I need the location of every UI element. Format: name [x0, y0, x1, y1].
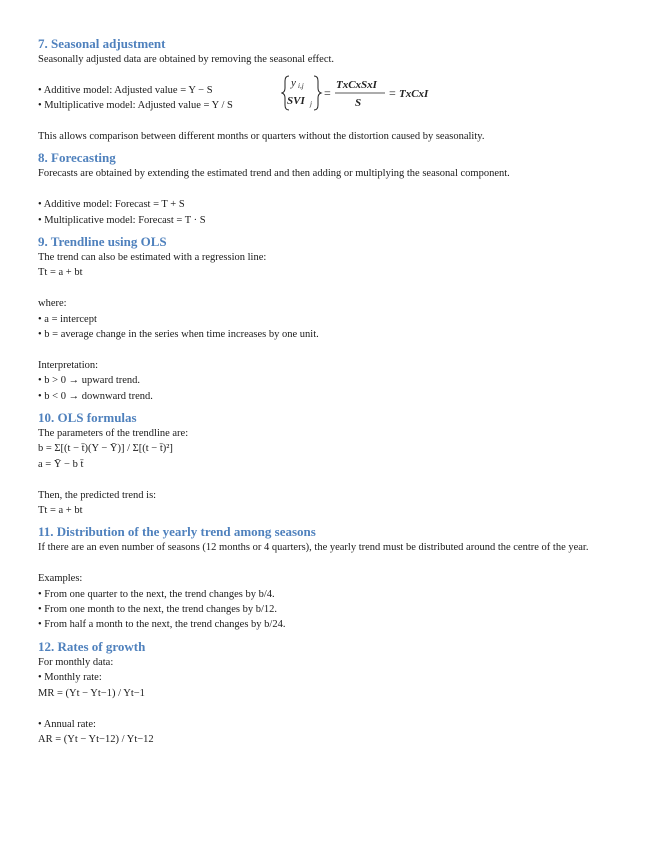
- section-11-paragraph: If there are an even number of seasons (12 months or 4 quarters), the yearly trend must be distributed around the centre of the year.: [38, 542, 589, 554]
- section-12-heading: 12. Rates of growth: [38, 638, 146, 654]
- section-11-examples-label: Examples:: [38, 573, 83, 585]
- section-10-a-formula: a = Ȳ − b t̄: [38, 458, 84, 470]
- section-10-then-label: Then, the predicted trend is:: [38, 489, 157, 501]
- section-8-intro: Forecasts are obtained by extending the estimated trend and then adding or multiplying the seasonal component.: [38, 168, 510, 180]
- section-7-bullet-multiplicative: • Multiplicative model: Adjusted value = Y / S: [38, 100, 233, 112]
- section-11-example-quarter: • From one quarter to the next, the trend changes by b/4.: [38, 588, 275, 600]
- formula-y: y: [291, 76, 296, 89]
- section-8-bullet-additive: • Additive model: Forecast = T + S: [38, 199, 185, 211]
- formula-denominator: S: [355, 96, 362, 109]
- formula-result: TxCxI: [399, 87, 429, 100]
- section-8-heading: 8. Forecasting: [38, 150, 116, 166]
- section-8-bullet-multiplicative: • Multiplicative model: Forecast = T · S: [38, 214, 206, 226]
- svg-text:=: =: [389, 85, 396, 100]
- section-11-example-month: • From one month to the next, the trend changes by b/12.: [38, 604, 278, 616]
- section-12-annual-formula: AR = (Yt − Yt−12) / Yt−12: [38, 733, 154, 745]
- section-9-interp-up: • b > 0 → upward trend.: [38, 375, 141, 387]
- seasonal-adjustment-formula: [281, 73, 441, 113]
- section-12-annual-label: • Annual rate:: [38, 718, 96, 730]
- section-11-example-half-month: • From half a month to the next, the trend changes by b/24.: [38, 619, 286, 631]
- section-9-interp-label: Interpretation:: [38, 359, 99, 371]
- section-10-line-1: The parameters of the trendline are:: [38, 428, 189, 440]
- section-12-monthly-label: • Monthly rate:: [38, 672, 102, 684]
- section-12-intro: For monthly data:: [38, 656, 114, 668]
- section-10-b-formula: b = Σ[(t − t̄)(Y − Ȳ)] / Σ[(t − t̄)²]: [38, 443, 173, 455]
- section-9-where-label: where:: [38, 298, 67, 310]
- formula-numerator: TxCxSxI: [336, 78, 377, 91]
- section-10-heading: 10. OLS formulas: [38, 410, 137, 426]
- section-7-heading: 7. Seasonal adjustment: [38, 36, 166, 51]
- formula-svi: SVI: [287, 94, 305, 107]
- section-7-bullet-additive: • Additive model: Adjusted value = Y − S: [38, 84, 213, 96]
- section-9-interp-down: • b < 0 → downward trend.: [38, 390, 153, 402]
- section-9-line-1: The trend can also be estimated with a regression line:: [38, 252, 267, 264]
- document-page: [38, 36, 618, 747]
- section-11-heading: 11. Distribution of the yearly trend among seasons: [38, 524, 316, 540]
- section-9-where-bullet-b: • b = average change in the series when time increases by one unit.: [38, 329, 319, 341]
- section-9-heading: 9. Trendline using OLS: [38, 234, 167, 250]
- section-10-then-formula: Tt = a + bt: [38, 505, 83, 517]
- formula-svi-sub: j: [310, 99, 312, 108]
- section-7-closing: This allows comparison between different months or quarters without the distortion caused by seasonality.: [38, 131, 485, 142]
- section-9-where-bullet-a: • a = intercept: [38, 313, 97, 325]
- svg-text:=: =: [324, 85, 331, 100]
- section-9-trend-formula: Tt = a + bt: [38, 267, 83, 279]
- section-7-intro: Seasonally adjusted data are obtained by removing the seasonal effect.: [38, 54, 335, 65]
- formula-y-sub: i,j: [298, 81, 304, 90]
- section-12-monthly-formula: MR = (Yt − Yt−1) / Yt−1: [38, 687, 145, 699]
